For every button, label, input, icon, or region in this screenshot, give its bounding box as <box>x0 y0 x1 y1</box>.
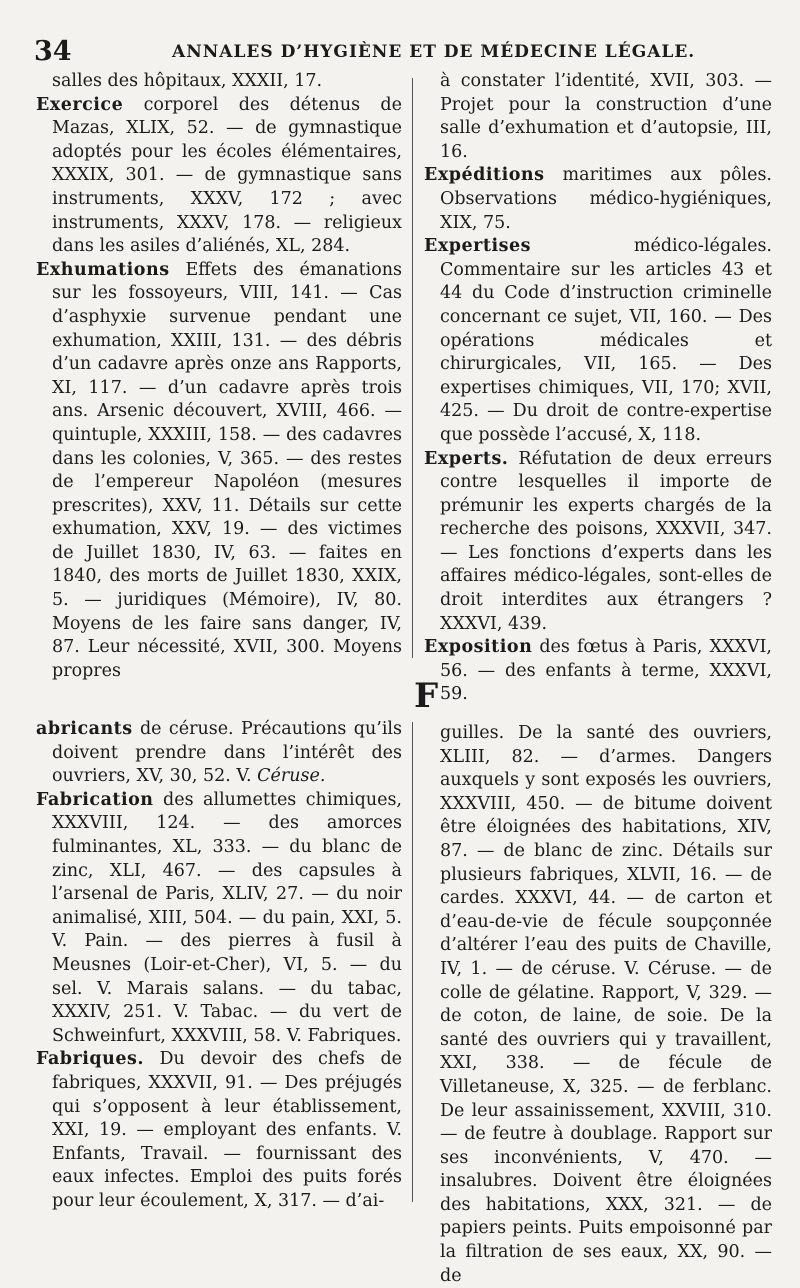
left-column-top <box>36 70 402 683</box>
entry-term: abricants <box>36 719 133 739</box>
index-continuation: à constater l’identité, XVII, 303. — Projet pour la construction d’une salle d’exhumation et d’autopsie, III, 16. <box>440 71 772 162</box>
entry-term: Expéditions <box>424 165 545 186</box>
entry-term: Fabrication <box>36 789 154 810</box>
right-column-bottom <box>424 722 772 1288</box>
index-continuation: guilles. De la santé des ouvriers, XLIII, 82. — d’armes. Dangers auxquels y sont exposés les ouvriers, XXXVIII, 450. — de bitume doivent être éloignées des habitations, XIV, 87. — de blanc de zinc. Détails sur plusieurs fabriques, XLVII, 16. — de cardes. XXXVI, 44. — de carton et d’eau-de-vie de fécule soupçonnée d’altérer l’eau des puits de Chaville, IV, 1. — de céruse. V. Céruse. — de colle de gélatine. Rapport, V, 329. — de coton, de laine, de soie. De la santé des ouvriers qui y travaillent, XXI, 338. — de fécule de Villetaneuse, X, 325. — de ferblanc. De leur assainissement, XXVIII, 310. — de feutre à doublage. Rapport sur ses inconvénients, V, 470. — insalubres. Doivent être éloignées des habitations, XXX, 321. — de papiers peints. Puits empoisonné par la filtration de ses eaux, XX, 90. — de <box>440 723 772 1286</box>
index-entry-expertises: Expertises médico-légales. Commentaire sur les articles 43 et 44 du Code d’instruction criminelle concernant ce sujet, VII, 160. — Des opérations médicales et chirurgicales, VII, 165. — Des expertises chimiques, VII, 170; XVII, 425. — Du droit de contre-expertise que possède l’accusé, X, 118. <box>424 236 772 445</box>
entry-term: Fabriques. <box>36 1049 144 1070</box>
entry-term: Expertises <box>424 236 531 257</box>
entry-term: Exhumations <box>36 259 170 280</box>
index-entry-exercice: Exercice corporel des détenus de Mazas, XLIX, 52. — de gymnastique adoptés pour les écoles élémentaires, XXXIX, 301. — de gymnastique sans instruments, XXXV, 172 ; avec instruments, XXXV, 178. — religieux dans les asiles d’aliénés, XL, 284. <box>36 94 402 257</box>
index-entry-expeditions: Expéditions maritimes aux pôles. Observations médico-hygiéniques, XIX, 75. <box>424 165 772 233</box>
page-header <box>34 36 766 66</box>
section-letter: F <box>414 676 439 716</box>
index-entry-experts: Experts. Réfutation de deux erreurs contre lesquelles il importe de prémunir les experts chargés de la recherche des poisons, XXXVII, 347. — Les fonctions d’experts dans les affaires médico-légales, sont-elles de droit interdites aux étrangers ? XXXVI, 439. <box>424 448 772 634</box>
running-title: ANNALES D’HYGIÈNE ET DE MÉDECINE LÉGALE. <box>172 42 696 62</box>
index-entry-exhumations: Exhumations Effets des émanations sur les fossoyeurs, VIII, 141. — Cas d’asphyxie survenue pendant une exhumation, XXIII, 131. — des débris d’un cadavre après onze ans Rapports, XI, 117. — d’un cadavre après trois ans. Arsenic découvert, XVIII, 466. — quintuple, XXXIII, 158. — des cadavres dans les colonies, V, 365. — des restes de l’empereur Napoléon (mesures prescrites), XXV, 11. Détails sur cette exhumation, XXV, 19. — des victimes de Juillet 1830, IV, 63. — faites en 1840, des morts de Juillet 1830, XXIX, 5. — juridiques (Mémoire), IV, 80. Moyens de les faire sans danger, IV, 87. Leur nécessité, XVII, 300. Moyens propres <box>36 259 402 681</box>
right-column-top <box>424 70 772 707</box>
index-continuation: salles des hôpitaux, XXXII, 17. <box>52 71 323 91</box>
entry-term: Experts. <box>424 448 509 469</box>
index-entry-fabrication: Fabrication des allumettes chimiques, XXXVIII, 124. — des amorces fulminantes, XL, 333. — du blanc de zinc, XLI, 467. — des capsules à l’arsenal de Paris, XLIV, 27. — du noir animalisé, XIII, 504. — du pain, XXI, 5. V. Pain. — des pierres à fusil à Meusnes (Loir-et-Cher), VI, 5. — du sel. V. Marais salans. — du tabac, XXXIV, 251. V. Tabac. — du vert de Schweinfurt, XXXVIII, 58. V. Fabriques. <box>36 789 402 1046</box>
entry-term: Exposition <box>424 637 533 658</box>
index-entry-fabricants: abricants de céruse. Précautions qu’ils doivent prendre dans l’intérêt des ouvriers, XV, 30, 52. V. Céruse. <box>36 719 402 787</box>
index-entry-exposition: Exposition des fœtus à Paris, XXXVI, 56. — des enfants à terme, XXXVI, 59. <box>424 637 772 705</box>
column-divider <box>412 722 413 1202</box>
entry-term: Exercice <box>36 94 124 115</box>
left-column-bottom <box>36 718 402 1213</box>
page-number: 34 <box>34 36 72 67</box>
index-entry-fabriques: Fabriques. Du devoir des chefs de fabriques, XXXVII, 91. — Des préjugés qui s’opposent à leur établissement, XXI, 19. — employant des enfants. V. Enfants, Travail. — fournissant des eaux infectes. Emploi des puits forés pour leur écoulement, X, 317. — d’ai- <box>36 1049 402 1211</box>
column-divider <box>412 78 413 658</box>
cross-reference: Céruse. <box>257 766 326 787</box>
